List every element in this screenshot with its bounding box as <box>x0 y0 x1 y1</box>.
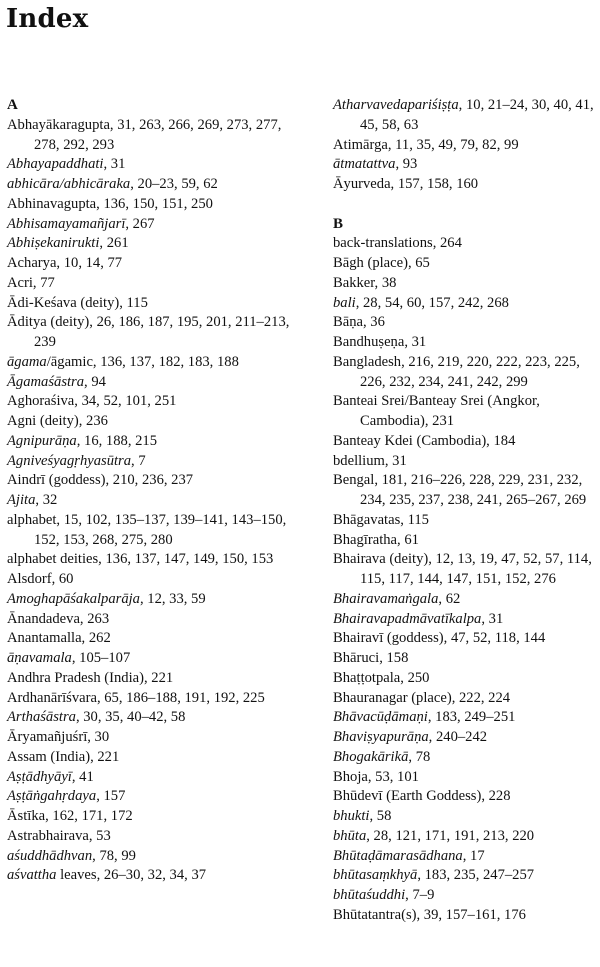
index-entry <box>7 274 307 294</box>
index-entry <box>7 175 307 195</box>
index-term-italic: Aṣṭāṅgahṛdaya <box>7 788 97 805</box>
index-term-italic: bhūtasaṃkhyā <box>333 867 418 884</box>
index-column-left <box>7 96 307 886</box>
index-term-italic: Bhairavamaṅgala <box>333 590 439 607</box>
index-entry <box>7 471 307 491</box>
index-entry <box>333 333 595 353</box>
index-entry <box>333 629 595 649</box>
index-entry <box>7 807 307 827</box>
index-entry <box>7 550 307 570</box>
index-entry <box>7 610 307 630</box>
index-text: , 261 <box>99 235 129 252</box>
index-entry <box>7 827 307 847</box>
index-text: , 157 <box>96 788 126 805</box>
index-entry <box>333 511 595 531</box>
index-text: back-translations, 264 <box>333 235 462 252</box>
index-text: Bhūdevī (Earth Goddess), 228 <box>333 788 511 805</box>
index-term-italic: Bhūtaḍāmarasādhana <box>333 847 463 864</box>
index-entry <box>7 392 307 412</box>
index-entry <box>7 353 307 373</box>
index-term-italic: Amoghapāśakalparāja <box>7 590 140 607</box>
index-term-italic: Bhogakārikā <box>333 748 409 765</box>
index-text: Āryamañjuśrī, 30 <box>7 729 110 745</box>
index-entry <box>7 254 307 274</box>
index-text: Acri, 77 <box>7 274 55 291</box>
index-text: Aghoraśiva, 34, 52, 101, 251 <box>7 393 177 410</box>
index-entry <box>333 610 595 630</box>
index-term-italic: Arthaśāstra <box>7 709 76 726</box>
index-text: Anantamalla, 262 <box>7 630 111 647</box>
index-entry <box>7 590 307 610</box>
index-text: , 105–107 <box>71 650 131 666</box>
index-entry <box>333 471 595 511</box>
index-entry <box>7 629 307 649</box>
index-entry <box>333 827 595 847</box>
index-entry <box>7 570 307 590</box>
index-entry <box>333 274 595 294</box>
index-entry <box>7 313 307 353</box>
index-text: Bhoja, 53, 101 <box>333 768 419 785</box>
index-term-italic: aśvattha <box>7 867 57 884</box>
index-text: , 62 <box>438 590 461 607</box>
index-entry <box>7 708 307 728</box>
index-text: alphabet deities, 136, 137, 147, 149, 150, 153 <box>7 551 274 568</box>
index-text: , 20–23, 59, 62 <box>130 176 218 192</box>
index-entry <box>7 432 307 452</box>
index-text: Acharya, 10, 14, 77 <box>7 255 123 271</box>
index-text: , 31 <box>103 156 126 173</box>
index-entry <box>7 452 307 472</box>
index-text: , 41 <box>71 768 94 785</box>
index-term-italic: bhūta <box>333 827 367 844</box>
index-entry <box>7 215 307 235</box>
index-text: , 58 <box>369 808 392 824</box>
index-entry <box>333 689 595 709</box>
index-text: Bāgh (place), 65 <box>333 255 430 271</box>
index-entry <box>333 136 595 156</box>
index-term-italic: āṇavamala <box>7 650 72 666</box>
index-term-italic: Atharvavedapariśiṣṭa <box>333 97 459 113</box>
index-text: , 32 <box>35 492 58 508</box>
index-entry <box>333 728 595 748</box>
index-entry <box>333 294 595 314</box>
index-entry <box>333 847 595 867</box>
index-text: , 94 <box>84 373 106 390</box>
index-text: Bengal, 181, 216–226, 228, 229, 231, 232, 234, 235, 237, 238, 241, 265–267, 269 <box>333 472 587 508</box>
index-text: Bangladesh, 216, 219, 220, 222, 223, 225, 226, 232, 234, 241, 242, 299 <box>333 353 580 390</box>
index-text: Banteay Kdei (Cambodia), 184 <box>333 432 516 449</box>
index-entry <box>7 669 307 689</box>
index-text: Bakker, 38 <box>333 274 397 291</box>
index-text: , 78 <box>408 748 431 765</box>
index-text: , 12, 33, 59 <box>139 590 206 607</box>
index-entry <box>333 906 595 926</box>
index-entry <box>7 649 307 669</box>
index-text: , 183, 235, 247–257 <box>417 867 535 884</box>
index-text: Bhairavī (goddess), 47, 52, 118, 144 <box>333 630 546 647</box>
index-text: Ardhanārīśvara, 65, 186–188, 191, 192, 225 <box>7 689 265 706</box>
index-text: Andhra Pradesh (India), 221 <box>7 669 174 686</box>
index-text: Abhayākaragupta, 31, 263, 266, 269, 273, 277, 278, 292, 293 <box>7 116 282 153</box>
index-entry <box>7 155 307 175</box>
index-entry <box>7 373 307 393</box>
index-term-italic: Abhiṣekanirukti <box>7 235 100 252</box>
index-entry <box>333 432 595 452</box>
index-entry <box>333 175 595 195</box>
index-entry <box>333 550 595 590</box>
index-entry <box>7 787 307 807</box>
index-entry <box>7 866 307 886</box>
index-text: , 17 <box>462 847 485 864</box>
index-text: Ādi-Keśava (deity), 115 <box>7 294 148 311</box>
index-term-italic: Bhāvacūḍāmaṇi <box>333 709 428 726</box>
index-entry <box>333 254 595 274</box>
page-title: Index <box>6 4 89 34</box>
index-term-italic: bhūtaśuddhi <box>333 887 406 903</box>
index-term-italic: Bhairavapadmāvatīkalpa <box>333 610 482 627</box>
index-entry <box>7 689 307 709</box>
index-term-italic: Agniveśyagṛhyasūtra <box>7 452 132 469</box>
index-entry <box>7 511 307 551</box>
index-text: , 30, 35, 40–42, 58 <box>75 709 186 726</box>
index-entry <box>333 155 595 175</box>
index-term-italic: āgama <box>7 353 47 370</box>
index-text: Aindrī (goddess), 210, 236, 237 <box>7 472 194 489</box>
section-gap <box>333 195 595 215</box>
index-term-italic: Abhayapaddhati <box>7 156 104 173</box>
index-term-italic: Bhaviṣyapurāṇa <box>333 729 429 745</box>
index-text: Agni (deity), 236 <box>7 413 108 429</box>
index-entry <box>7 234 307 254</box>
index-text: Āstīka, 162, 171, 172 <box>7 808 133 824</box>
index-text: Banteai Srei/Banteay Srei (Angkor, Cambodia), 231 <box>333 393 540 429</box>
index-term-italic: bali <box>333 294 356 311</box>
index-text: , 10, 21–24, 30, 40, 41, 45, 58, 63 <box>360 97 594 133</box>
index-entry <box>333 392 595 432</box>
index-entry <box>333 353 595 393</box>
index-text: , 7–9 <box>405 887 435 903</box>
index-term-italic: Āgamaśāstra <box>7 373 85 390</box>
index-entry <box>333 96 595 136</box>
index-text: , 93 <box>395 156 418 173</box>
index-text: Ānandadeva, 263 <box>7 610 110 627</box>
index-text: /āgamic, 136, 137, 182, 183, 188 <box>46 353 239 370</box>
index-entry <box>7 294 307 314</box>
index-text: Bhāruci, 158 <box>333 650 409 666</box>
index-entry <box>333 807 595 827</box>
index-text: Bhaṭṭotpala, 250 <box>333 669 430 686</box>
index-entry <box>333 866 595 886</box>
index-entry <box>333 768 595 788</box>
index-text: Bhāgavatas, 115 <box>333 511 429 528</box>
index-entry <box>7 768 307 788</box>
index-entry <box>333 313 595 333</box>
index-text: Āditya (deity), 26, 186, 187, 195, 201, 211–213, 239 <box>7 314 290 350</box>
index-entry <box>7 728 307 748</box>
index-entry <box>7 748 307 768</box>
index-entry <box>7 847 307 867</box>
index-text: Abhinavagupta, 136, 150, 151, 250 <box>7 195 213 212</box>
index-text: , 16, 188, 215 <box>76 432 157 449</box>
section-letter-heading: B <box>333 215 344 232</box>
index-text: Bhūtatantra(s), 39, 157–161, 176 <box>333 906 526 923</box>
index-text: Bhagīratha, 61 <box>333 531 419 548</box>
index-text: , 78, 99 <box>92 847 136 864</box>
index-entry <box>7 412 307 432</box>
index-entry <box>333 531 595 551</box>
index-text: Alsdorf, 60 <box>7 571 74 587</box>
index-entry <box>333 708 595 728</box>
index-text: leaves, 26–30, 32, 34, 37 <box>56 867 207 884</box>
index-entry <box>333 669 595 689</box>
index-text: Bhairava (deity), 12, 13, 19, 47, 52, 57, 114, 115, 117, 144, 147, 151, 152, 276 <box>333 551 592 587</box>
index-term-italic: aśuddhādhvan <box>7 847 93 864</box>
index-entry <box>333 234 595 254</box>
index-term-italic: Agnipurāṇa <box>7 432 77 449</box>
index-text: , 267 <box>125 215 155 232</box>
index-text: , 31 <box>481 610 504 627</box>
index-entry <box>333 452 595 472</box>
index-entry <box>7 491 307 511</box>
index-text: Bandhuṣeṇa, 31 <box>333 334 427 350</box>
index-text: Bāṇa, 36 <box>333 314 385 331</box>
index-text: alphabet, 15, 102, 135–137, 139–141, 143–150, 152, 153, 268, 275, 280 <box>7 511 287 548</box>
index-term-italic: Ajita <box>7 492 36 508</box>
index-text: , 28, 121, 171, 191, 213, 220 <box>366 827 535 844</box>
index-entry <box>333 886 595 906</box>
index-text: Āyurveda, 157, 158, 160 <box>333 176 479 192</box>
section-letter-heading: A <box>7 97 18 113</box>
index-text: , 7 <box>131 452 146 469</box>
index-entry <box>7 116 307 156</box>
index-column-right <box>333 96 595 926</box>
index-text: , 240–242 <box>428 729 488 745</box>
index-term-italic: bhukti <box>333 808 370 824</box>
index-entry <box>333 787 595 807</box>
index-term-italic: abhicāra/abhicāraka <box>7 176 131 192</box>
index-text: , 183, 249–251 <box>427 709 516 726</box>
index-entry <box>7 195 307 215</box>
index-text: Assam (India), 221 <box>7 748 120 765</box>
index-text: Atimārga, 11, 35, 49, 79, 82, 99 <box>333 136 519 153</box>
index-term-italic: Aṣṭādhyāyī <box>7 768 72 785</box>
index-text: Astrabhairava, 53 <box>7 827 111 844</box>
index-entry <box>333 748 595 768</box>
index-text: , 28, 54, 60, 157, 242, 268 <box>355 294 509 311</box>
index-term-italic: Abhisamayamañjarī <box>7 215 126 232</box>
index-entry <box>333 590 595 610</box>
index-term-italic: ātmatattva <box>333 156 396 173</box>
index-text: bdellium, 31 <box>333 452 407 469</box>
index-entry <box>333 649 595 669</box>
index-text: Bhauranagar (place), 222, 224 <box>333 689 511 706</box>
